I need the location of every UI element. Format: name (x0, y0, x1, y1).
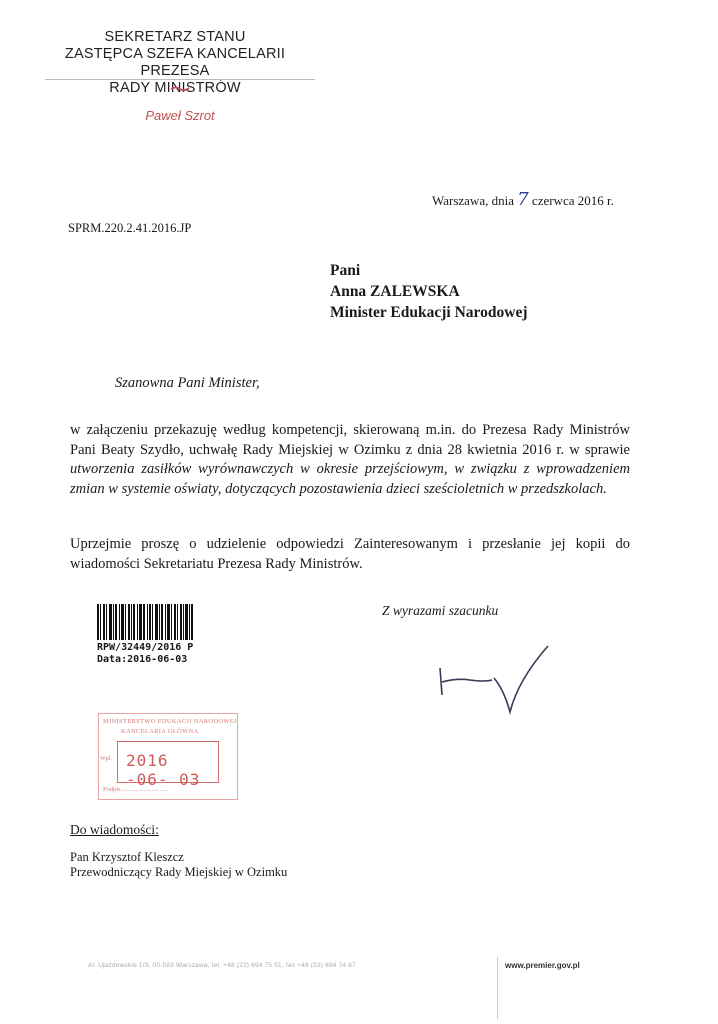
date-suffix: czerwca 2016 r. (531, 193, 614, 208)
emblem-icon (170, 86, 190, 91)
cc-title: Do wiadomości: (70, 822, 159, 837)
letter-date (432, 189, 614, 210)
stamp-date-box (117, 741, 219, 789)
footer-website: www.premier.gov.pl (505, 961, 580, 970)
barcode-icon (97, 604, 193, 640)
header-divider (45, 79, 315, 80)
footer-divider (497, 957, 498, 1019)
reference-number: SPRM.220.2.41.2016.JP (68, 221, 192, 235)
header-line-2: ZASTĘPCA SZEFA KANCELARII PREZESA (64, 46, 286, 79)
addressee-line-3: Minister Edukacji Narodowej (330, 304, 528, 321)
date-day: 7 (517, 189, 529, 210)
barcode-text (97, 642, 193, 666)
stamp-podpis: Podpis ............................ (103, 786, 168, 793)
cc-line-2: Przewodniczący Rady Miejskiej w Ozimku (70, 865, 288, 879)
cc-block (70, 850, 287, 880)
footer-address: Al. Ujazdowskie 1/3, 00-583 Warszawa, tel. +48 (22) 694 75 51, fax +48 (22) 694 74 67 (88, 962, 356, 969)
date-prefix: Warszawa, dnia (432, 193, 514, 208)
stamp-line-2: KANCELARIA GŁÓWNA (121, 728, 199, 735)
receipt-stamp (98, 713, 238, 800)
barcode-line-2: Data:2016-06-03 (97, 654, 188, 665)
addressee-block (330, 260, 527, 323)
stamp-date: 2016 -06- 03 (126, 751, 201, 789)
header-line-1: SEKRETARZ STANU (104, 29, 246, 45)
salutation: Szanowna Pani Minister, (115, 375, 260, 391)
barcode-line-1: RPW/32449/2016 P (97, 642, 194, 653)
addressee-line-1: Pani (330, 262, 361, 279)
barcode-label (97, 604, 193, 666)
body-paragraph-1 (70, 421, 630, 499)
stamp-line-1: MINISTERSTWO EDUKACJI NARODOWEJ (103, 718, 237, 725)
signature-icon (432, 640, 552, 720)
signer-name: Paweł Szrot (145, 108, 215, 123)
header-line-3: RADY MINISTRÓW (109, 80, 241, 96)
closing: Z wyrazami szacunku (382, 603, 499, 618)
body-paragraph-1-italic: utworzenia zasiłków wyrównawczych w okresie przejściowym, w związku z wprowadzeniem zmian w systemie oświaty, dotyczących pozostawienia dzieci sześcioletnich w przedszkolach. (70, 461, 630, 497)
addressee-line-2: Anna ZALEWSKA (330, 283, 460, 300)
cc-line-1: Pan Krzysztof Kleszcz (70, 850, 184, 864)
stamp-wpl: Wpł. (100, 756, 112, 762)
body-paragraph-2: Uprzejmie proszę o udzielenie odpowiedzi Zainteresowanym i przesłanie jej kopii do wiadomości Sekretariatu Prezesa Rady Ministrów. (70, 536, 630, 572)
body-paragraph-1-text: w załączeniu przekazuję według kompetencji, skierowaną m.in. do Prezesa Rady Ministrów Pani Beaty Szydło, uchwałę Rady Miejskiej w Ozimku z dnia 28 kwietnia 2016 r. w sprawie (70, 422, 630, 458)
